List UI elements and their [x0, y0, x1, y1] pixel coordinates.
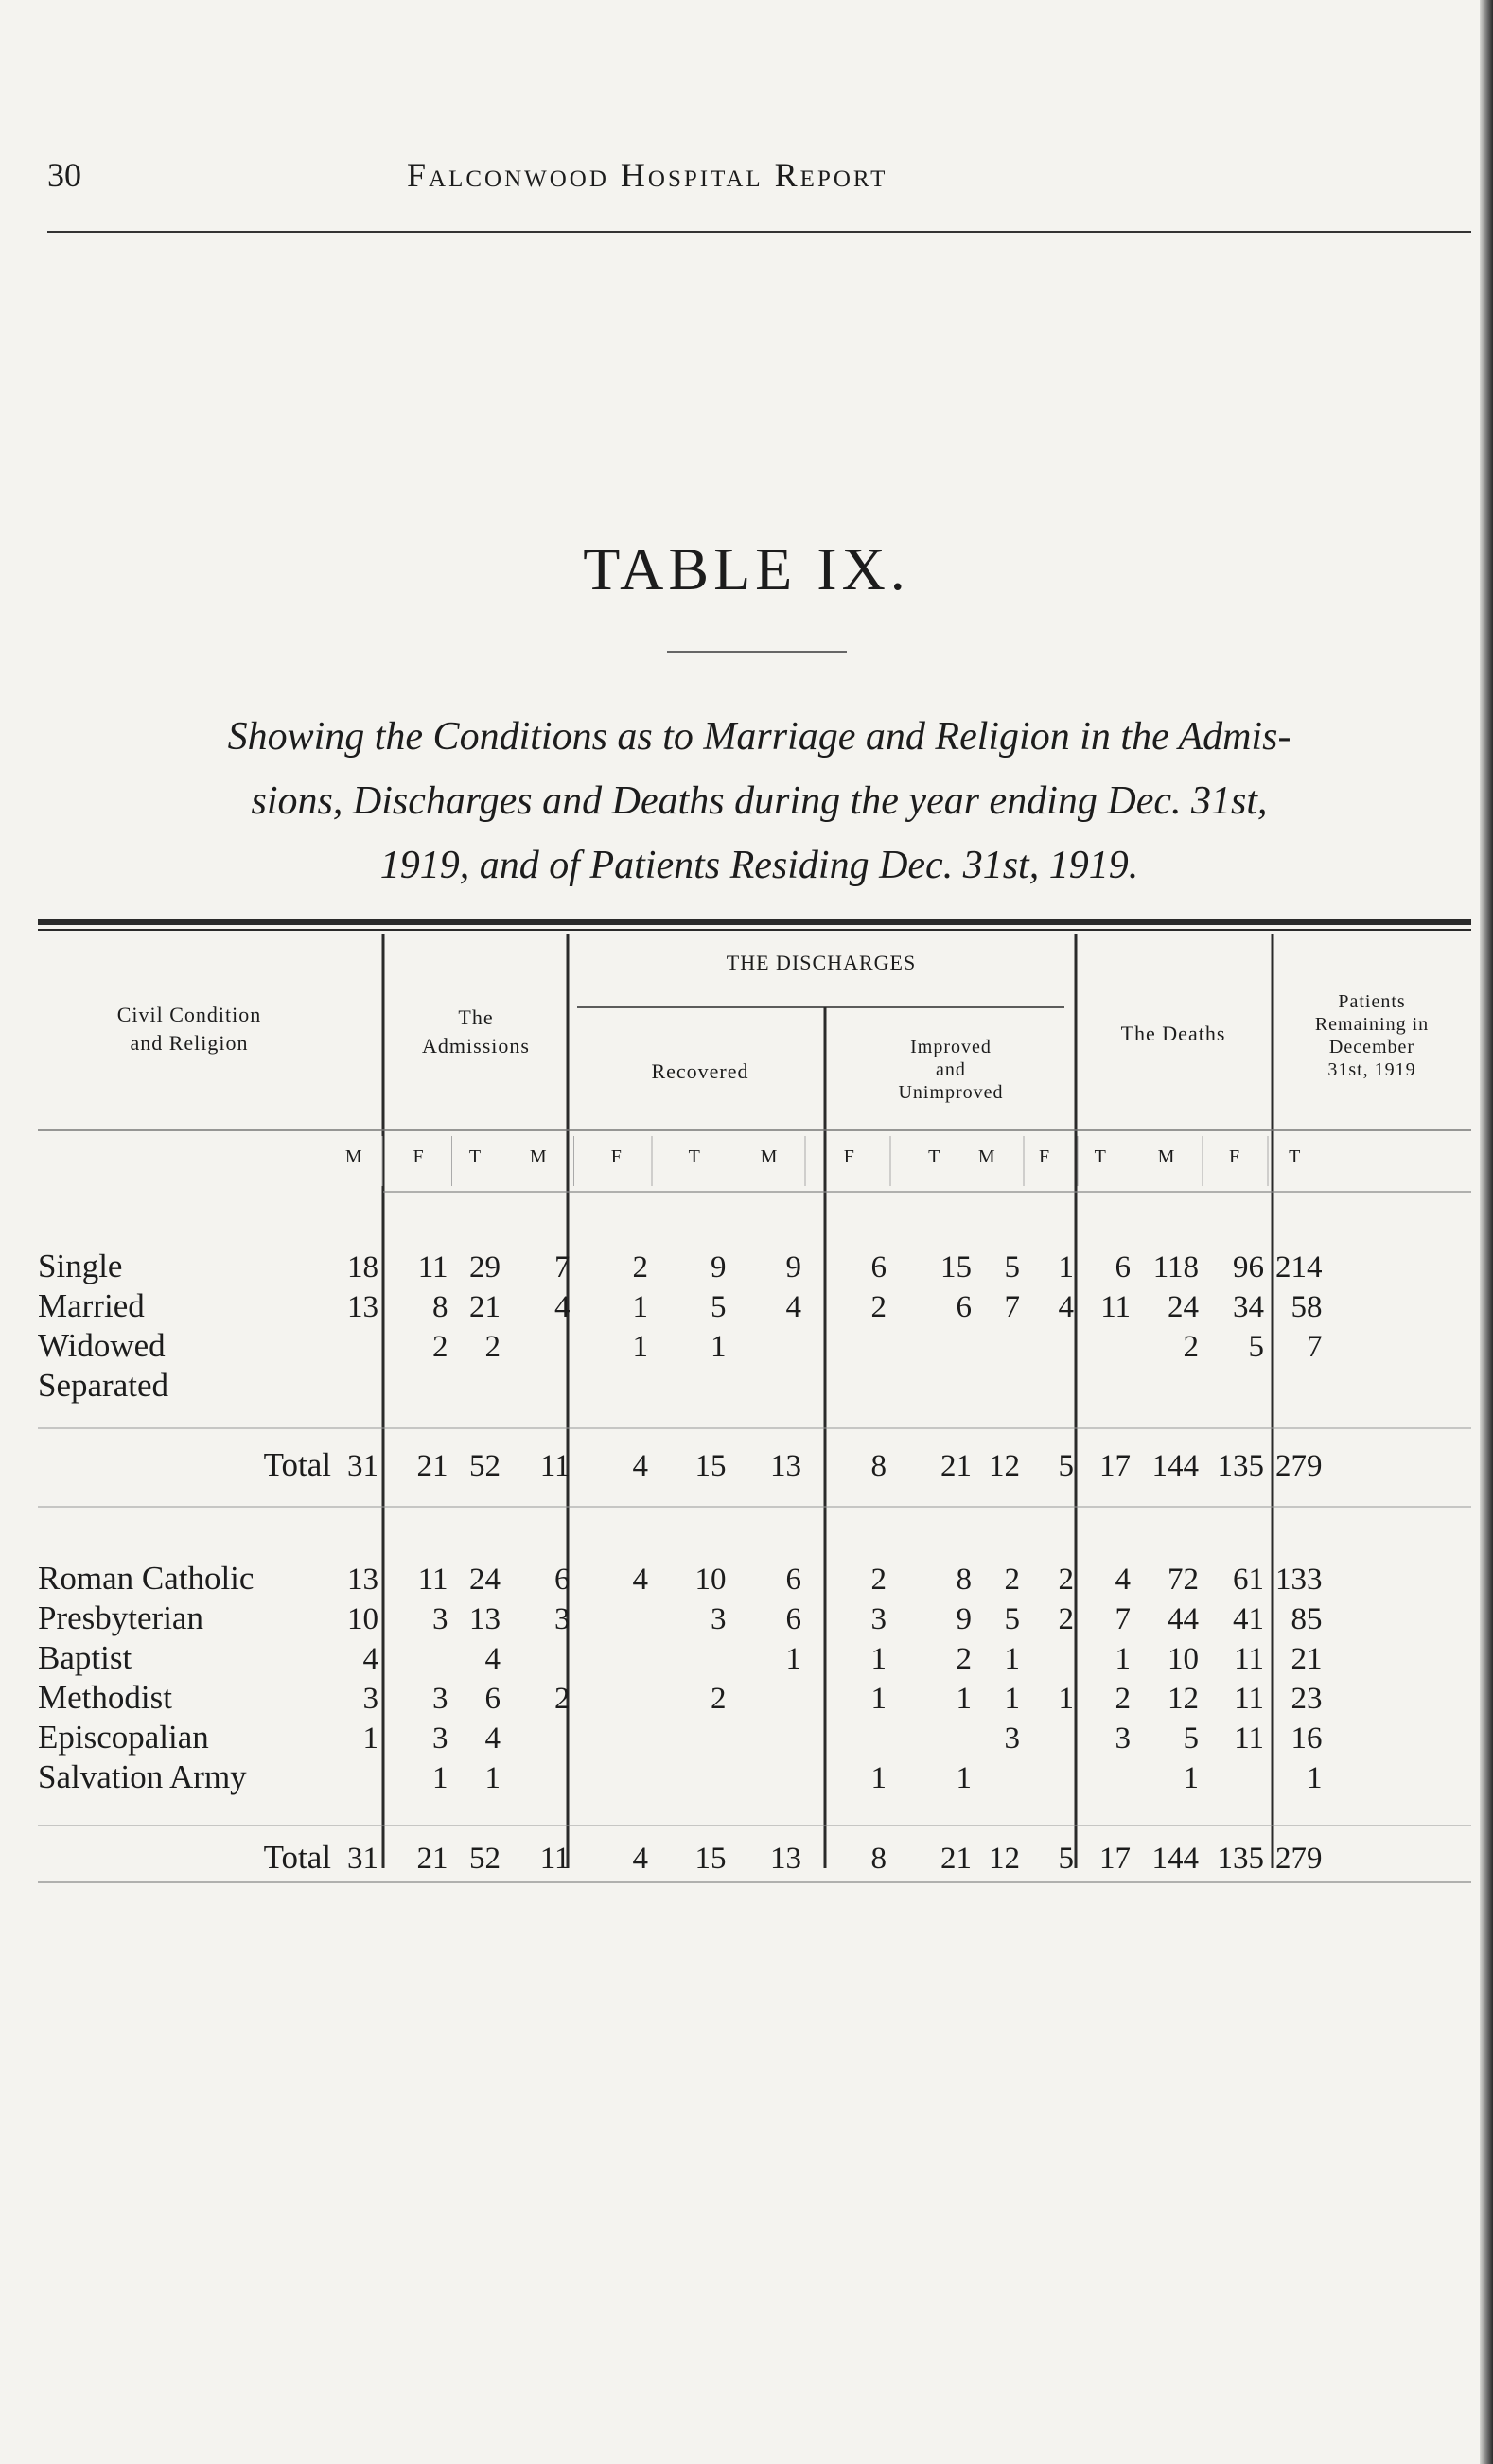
header-and: and	[936, 1059, 966, 1080]
civil-row-0-value-4: 2	[632, 1250, 648, 1284]
header-the: The	[458, 1005, 494, 1029]
religion-total-value-5: 15	[694, 1842, 727, 1876]
religion-row-0-value-0: 13	[347, 1563, 378, 1597]
subheader-f-13: F	[1228, 1146, 1240, 1167]
civil-total-value-3: 11	[539, 1449, 571, 1483]
subheader-f-10: F	[1038, 1146, 1050, 1167]
religion-row-2-value-9: 1	[1004, 1642, 1020, 1676]
religion-row-2-value-7: 1	[870, 1642, 887, 1676]
religion-row-5-value-7: 1	[870, 1761, 887, 1795]
religion-row-0-value-12: 72	[1168, 1563, 1199, 1597]
religion-row-4-value-1: 3	[432, 1721, 448, 1756]
civil-row-2-value-12: 2	[1183, 1330, 1199, 1364]
religion-row-0-value-4: 4	[632, 1563, 648, 1597]
religion-row-4-value-13: 11	[1234, 1721, 1264, 1756]
civil-row-0-value-8: 15	[940, 1250, 972, 1284]
religion-row-1-label: Presbyterian	[38, 1599, 203, 1636]
religion-row-4-value-0: 1	[362, 1721, 378, 1756]
religion-row-3-label: Methodist	[38, 1679, 172, 1716]
civil-row-0-value-6: 9	[785, 1250, 801, 1284]
civil-row-2-value-1: 2	[432, 1330, 448, 1364]
religion-total-value-8: 21	[940, 1842, 972, 1876]
civil-total-value-13: 135	[1217, 1449, 1264, 1483]
civil-row-2-value-2: 2	[484, 1330, 501, 1364]
religion-row-3-value-14: 23	[1291, 1682, 1323, 1716]
header-recovered: Recovered	[651, 1059, 749, 1083]
subheader-f-4: F	[610, 1146, 622, 1167]
civil-row-0-label: Single	[38, 1248, 123, 1284]
civil-row-0-value-2: 29	[469, 1250, 501, 1284]
religion-total-value-9: 12	[989, 1842, 1020, 1876]
religion-row-1-value-14: 85	[1291, 1602, 1323, 1636]
religion-row-1-value-1: 3	[432, 1602, 448, 1636]
statistics-table-svg	[38, 913, 1471, 1906]
religion-total-label: Total	[263, 1839, 331, 1876]
subtitle-line-2: sions, Discharges and Deaths during the year ending Dec. 31st,	[251, 779, 1268, 823]
civil-row-1-value-6: 4	[785, 1290, 801, 1324]
religion-row-2-label: Baptist	[38, 1639, 132, 1676]
civil-row-2-value-14: 7	[1307, 1330, 1323, 1364]
religion-row-2-value-12: 10	[1168, 1642, 1199, 1676]
page-edge	[1480, 0, 1493, 2464]
civil-row-1-value-9: 7	[1004, 1290, 1020, 1324]
religion-row-5-value-2: 1	[484, 1761, 501, 1795]
civil-total-label: Total	[263, 1446, 331, 1483]
religion-row-3-value-11: 2	[1115, 1682, 1131, 1716]
religion-total-value-10: 5	[1058, 1842, 1074, 1876]
civil-row-2-value-13: 5	[1248, 1330, 1264, 1364]
religion-row-0-value-11: 4	[1115, 1563, 1131, 1597]
civil-row-0-value-3: 7	[554, 1250, 571, 1284]
religion-total-value-0: 31	[347, 1842, 378, 1876]
civil-total-value-5: 15	[694, 1449, 727, 1483]
religion-row-2-value-6: 1	[785, 1642, 801, 1676]
civil-row-2-value-5: 1	[711, 1330, 727, 1364]
religion-row-3-value-2: 6	[484, 1682, 501, 1716]
religion-row-3-value-12: 12	[1168, 1682, 1199, 1716]
subheader-m-9: M	[977, 1146, 995, 1167]
civil-row-0-value-11: 6	[1115, 1250, 1131, 1284]
subheader-t-8: T	[928, 1146, 940, 1167]
header-the-discharges: THE DISCHARGES	[726, 951, 917, 974]
civil-row-0-value-9: 5	[1004, 1250, 1020, 1284]
page-number: 30	[47, 156, 81, 194]
civil-total-value-1: 21	[416, 1449, 448, 1483]
header-unimproved: Unimproved	[898, 1082, 1004, 1103]
header-the-deaths: The Deaths	[1120, 1022, 1226, 1045]
religion-row-3-value-8: 1	[956, 1682, 972, 1716]
civil-row-1-value-12: 24	[1168, 1290, 1199, 1324]
civil-row-1-value-0: 13	[347, 1290, 378, 1324]
subheader-t-5: T	[688, 1146, 700, 1167]
religion-total-value-14: 279	[1275, 1842, 1323, 1876]
religion-total-value-7: 8	[870, 1842, 887, 1876]
religion-row-1-value-6: 6	[785, 1602, 801, 1636]
religion-row-5-value-14: 1	[1307, 1761, 1323, 1795]
civil-row-1-value-11: 11	[1100, 1290, 1131, 1324]
religion-row-0-value-8: 8	[956, 1563, 972, 1597]
civil-row-1-value-5: 5	[711, 1290, 727, 1324]
subtitle-line-1: Showing the Conditions as to Marriage and Religion in the Admis-	[227, 715, 1291, 759]
religion-row-5-value-12: 1	[1183, 1761, 1199, 1795]
religion-row-4-value-2: 4	[484, 1721, 501, 1756]
civil-total-value-2: 52	[469, 1449, 501, 1483]
religion-row-1-value-12: 44	[1168, 1602, 1199, 1636]
religion-row-2-value-13: 11	[1234, 1642, 1264, 1676]
civil-row-1-label: Married	[38, 1287, 145, 1324]
religion-row-0-value-9: 2	[1004, 1563, 1020, 1597]
religion-row-2-value-2: 4	[484, 1642, 501, 1676]
subheader-m-6: M	[760, 1146, 778, 1167]
religion-row-3-value-13: 11	[1234, 1682, 1264, 1716]
subheader-t-11: T	[1094, 1146, 1106, 1167]
header-remaining-in: Remaining in	[1314, 1014, 1430, 1035]
religion-row-0-value-14: 133	[1275, 1563, 1323, 1597]
religion-row-2-value-11: 1	[1115, 1642, 1131, 1676]
religion-row-4-value-12: 5	[1183, 1721, 1199, 1756]
religion-row-3-value-0: 3	[362, 1682, 378, 1716]
religion-row-0-label: Roman Catholic	[38, 1560, 255, 1597]
header-patients: Patients	[1338, 991, 1406, 1012]
subtitle-line-3: 1919, and of Patients Residing Dec. 31st, 1919.	[379, 844, 1139, 887]
civil-row-1-value-14: 58	[1291, 1290, 1323, 1324]
civil-row-0-value-10: 1	[1058, 1250, 1074, 1284]
religion-row-3-value-7: 1	[870, 1682, 887, 1716]
title-rule	[667, 651, 847, 653]
civil-total-value-12: 144	[1151, 1449, 1199, 1483]
civil-row-0-value-12: 118	[1152, 1250, 1199, 1284]
religion-total-value-3: 11	[539, 1842, 571, 1876]
civil-row-2-label: Widowed	[38, 1327, 166, 1364]
religion-row-1-value-5: 3	[711, 1602, 727, 1636]
civil-total-value-4: 4	[632, 1449, 648, 1483]
header-31st-1919: 31st, 1919	[1327, 1059, 1416, 1080]
civil-total-value-0: 31	[347, 1449, 378, 1483]
civil-row-1-value-10: 4	[1058, 1290, 1074, 1324]
subheader-f-1: F	[413, 1146, 424, 1167]
civil-row-1-value-13: 34	[1233, 1290, 1264, 1324]
religion-total-value-13: 135	[1217, 1842, 1264, 1876]
subheader-m-3: M	[529, 1146, 547, 1167]
page-header	[47, 151, 1471, 201]
religion-row-4-value-14: 16	[1291, 1721, 1323, 1756]
table-subtitle	[43, 705, 1476, 898]
religion-total-value-11: 17	[1099, 1842, 1131, 1876]
civil-row-0-value-1: 11	[417, 1250, 448, 1284]
religion-row-0-value-6: 6	[785, 1563, 801, 1597]
header-rule	[47, 231, 1471, 233]
civil-row-3-label: Separated	[38, 1367, 168, 1404]
civil-row-1-value-4: 1	[632, 1290, 648, 1324]
religion-row-4-value-11: 3	[1115, 1721, 1131, 1756]
civil-row-2-value-4: 1	[632, 1330, 648, 1364]
header-improved: Improved	[910, 1037, 992, 1057]
civil-row-0-value-13: 96	[1233, 1250, 1264, 1284]
civil-total-value-10: 5	[1058, 1449, 1074, 1483]
religion-row-1-value-7: 3	[870, 1602, 887, 1636]
header-admissions: Admissions	[422, 1034, 530, 1057]
civil-row-1-value-2: 21	[469, 1290, 501, 1324]
civil-total-value-9: 12	[989, 1449, 1020, 1483]
religion-row-1-value-2: 13	[469, 1602, 501, 1636]
religion-row-0-value-13: 61	[1233, 1563, 1264, 1597]
subheader-t-14: T	[1289, 1146, 1301, 1167]
religion-total-value-12: 144	[1151, 1842, 1199, 1876]
religion-row-4-label: Episcopalian	[38, 1719, 209, 1756]
religion-row-1-value-8: 9	[956, 1602, 972, 1636]
religion-row-0-value-3: 6	[554, 1563, 571, 1597]
religion-row-4-value-9: 3	[1004, 1721, 1020, 1756]
religion-row-2-value-0: 4	[362, 1642, 378, 1676]
civil-row-0-value-7: 6	[870, 1250, 887, 1284]
running-title: Falconwood Hospital Report	[407, 156, 888, 194]
subheader-f-7: F	[843, 1146, 854, 1167]
subheader-m-0: M	[344, 1146, 362, 1167]
religion-total-value-2: 52	[469, 1842, 501, 1876]
subheader-m-12: M	[1157, 1146, 1175, 1167]
religion-row-0-value-7: 2	[870, 1563, 887, 1597]
religion-row-3-value-3: 2	[554, 1682, 571, 1716]
religion-row-1-value-9: 5	[1004, 1602, 1020, 1636]
religion-row-0-value-10: 2	[1058, 1563, 1074, 1597]
religion-row-0-value-2: 24	[469, 1563, 501, 1597]
religion-row-1-value-11: 7	[1115, 1602, 1131, 1636]
religion-total-value-1: 21	[416, 1842, 448, 1876]
header-december: December	[1328, 1037, 1415, 1057]
religion-row-0-value-5: 10	[694, 1563, 727, 1597]
religion-total-value-4: 4	[632, 1842, 648, 1876]
civil-row-0-value-14: 214	[1275, 1250, 1323, 1284]
civil-total-value-7: 8	[870, 1449, 887, 1483]
table-title: TABLE IX.	[583, 535, 910, 603]
civil-total-value-8: 21	[940, 1449, 972, 1483]
header-civil-condition: Civil Condition	[116, 1003, 262, 1026]
religion-row-2-value-14: 21	[1291, 1642, 1323, 1676]
religion-total-value-6: 13	[770, 1842, 801, 1876]
civil-row-1-value-1: 8	[432, 1290, 448, 1324]
religion-row-3-value-9: 1	[1004, 1682, 1020, 1716]
religion-row-3-value-5: 2	[711, 1682, 727, 1716]
statistics-table	[38, 913, 1471, 1906]
civil-total-value-11: 17	[1099, 1449, 1131, 1483]
religion-row-3-value-1: 3	[432, 1682, 448, 1716]
religion-row-1-value-0: 10	[347, 1602, 378, 1636]
religion-row-0-value-1: 11	[417, 1563, 448, 1597]
subheader-t-2: T	[468, 1146, 482, 1167]
religion-row-1-value-10: 2	[1058, 1602, 1074, 1636]
religion-row-1-value-13: 41	[1233, 1602, 1264, 1636]
civil-total-value-6: 13	[770, 1449, 801, 1483]
header-and-religion: and Religion	[130, 1031, 249, 1055]
religion-row-5-value-1: 1	[432, 1761, 448, 1795]
religion-row-2-value-8: 2	[956, 1642, 972, 1676]
religion-row-3-value-10: 1	[1058, 1682, 1074, 1716]
religion-row-1-value-3: 3	[554, 1602, 571, 1636]
civil-row-1-value-8: 6	[956, 1290, 972, 1324]
civil-row-0-value-5: 9	[711, 1250, 727, 1284]
religion-row-5-label: Salvation Army	[38, 1758, 247, 1795]
civil-total-value-14: 279	[1275, 1449, 1323, 1483]
civil-row-1-value-7: 2	[870, 1290, 887, 1324]
religion-row-5-value-8: 1	[956, 1761, 972, 1795]
civil-row-1-value-3: 4	[554, 1290, 571, 1324]
civil-row-0-value-0: 18	[347, 1250, 378, 1284]
